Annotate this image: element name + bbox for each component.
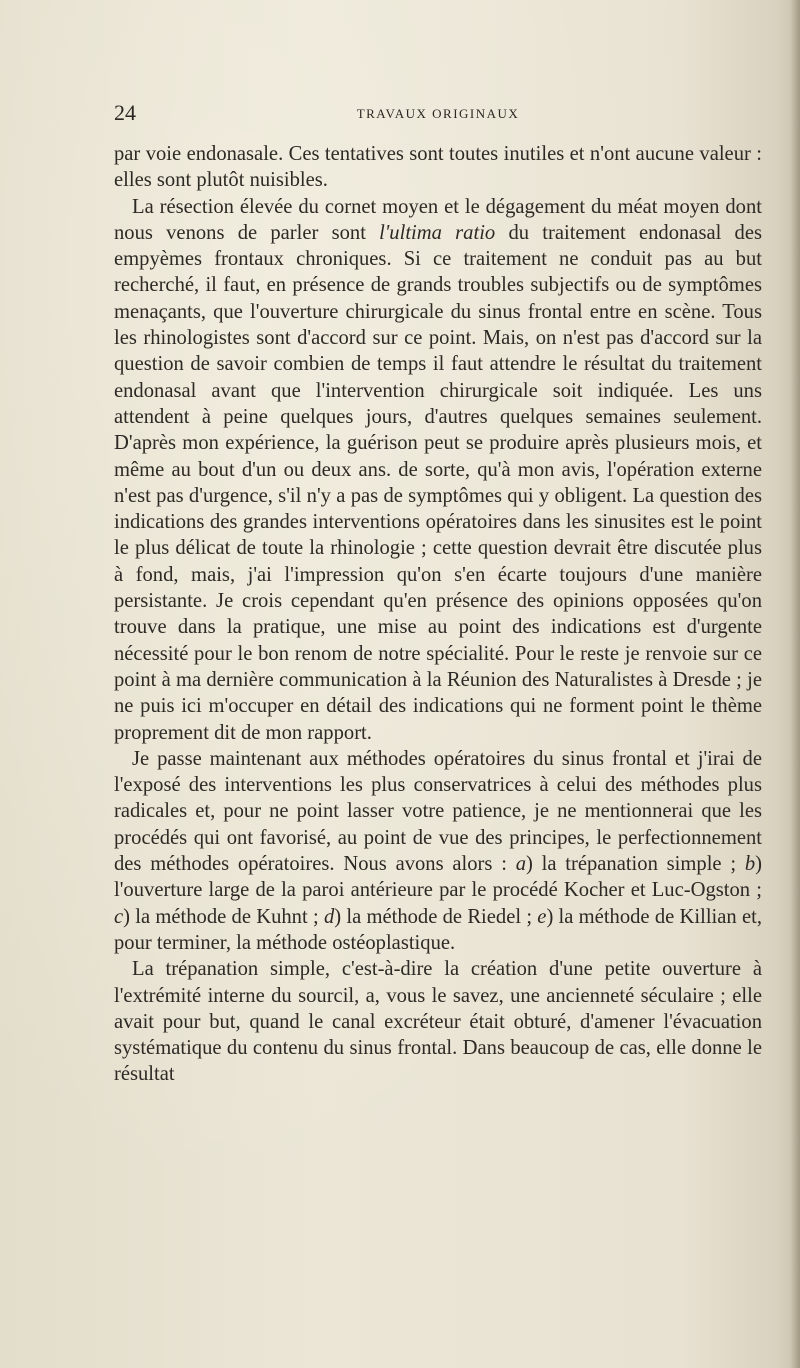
text-segment: ) la trépanation simple ; [525,853,745,876]
text-segment: La résection élevée du cornet moyen et le dégagement du méat moyen dont nous venons de parler sont [114,195,762,244]
list-marker-a: a [515,853,526,876]
page-number: 24 [114,100,136,125]
text-segment: par voie endonasale. Ces tentatives sont toutes inutiles et n'ont aucune valeur : elles sont plutôt nuisibles. [114,143,762,192]
paragraph-4 [114,956,762,1087]
list-marker-c: c [114,905,124,928]
text-segment: ) l'ouverture large de la paroi antérieure par le procédé Kocher et Luc-Ogston ; [114,853,762,902]
list-marker-e: e [537,905,547,928]
text-segment: Je passe maintenant aux méthodes opératoires du sinus frontal et j'irai de l'exposé des interventions les plus conservatrices à celui des méthodes plus radicales et, pour ne point lasser votre patience, je ne mentionnerai que les procédés qui ont favorisé, au point de vue des principes, le perfectionnement des méthodes opératoires. Nous avons alors : [114,747,762,876]
text-segment: ) la méthode de Killian et, pour terminer, la méthode ostéoplastique. [114,905,762,954]
paragraph-2 [114,194,762,746]
list-marker-d: d [323,905,335,928]
page-header [114,100,762,134]
text-segment: du traitement endonasal des empyèmes frontaux chroniques. Si ce traitement ne conduit pas au but recherché, il faut, en présence de grands troubles subjectifs ou de symptômes menaçants, que l'ouverture chirurgicale du sinus frontal entre en scène. Tous les rhinologistes sont d'accord sur ce point. Mais, on n'est pas d'accord sur la question de savoir combien de temps il faut attendre le résultat du traitement endonasal avant que l'intervention chirurgicale soit indiquée. Les uns attendent à peine quelques jours, d'autres quelques semaines seulement. D'après mon expérience, la guérison peut se produire après plusieurs mois, et même au bout d'un ou deux ans. de sorte, qu'à mon avis, l'opération externe n'est pas d'urgence, s'il n'y a pas de symptômes qui y obligent. La question des indications des grandes interventions opératoires dans les sinusites est le point le plus délicat de toute la rhinologie ; cette question devrait être discutée plus à fond, mais, j'ai l'impression qu'on s'en écarte toujours d'une manière persistante. Je crois cependant qu'en présence des opinions opposées qu'on trouve dans la pratique, une mise au point des indications est d'urgente nécessité pour le bon renom de notre spécialité. Pour le reste je renvoie sur ce point à ma dernière communication à la Réunion des Naturalistes à Dresde ; je ne puis ici m'occuper en détail des indications qui ne forment point le thème proprement dit de mon rapport. [114,221,762,744]
text-segment: ) la méthode de Riedel ; [334,905,538,928]
text-segment: ) la méthode de Kuhnt ; [123,905,324,928]
italic-latin-phrase: l'ultima ratio [379,221,496,244]
list-marker-b: b [744,853,756,876]
paragraph-3 [114,746,762,956]
paragraph-1 [114,141,762,194]
text-segment: La trépanation simple, c'est-à-dire la création d'une petite ouverture à l'extrémité interne du sourcil, a, vous le savez, une ancienneté séculaire ; elle avait pour but, quand le canal excréteur était obturé, d'amener l'évacuation systématique du contenu du sinus frontal. Dans beaucoup de cas, elle donne le résultat [114,958,762,1086]
body-text [114,141,762,1088]
running-head: TRAVAUX ORIGINAUX [356,106,520,121]
page-edge-shadow [790,0,800,1368]
